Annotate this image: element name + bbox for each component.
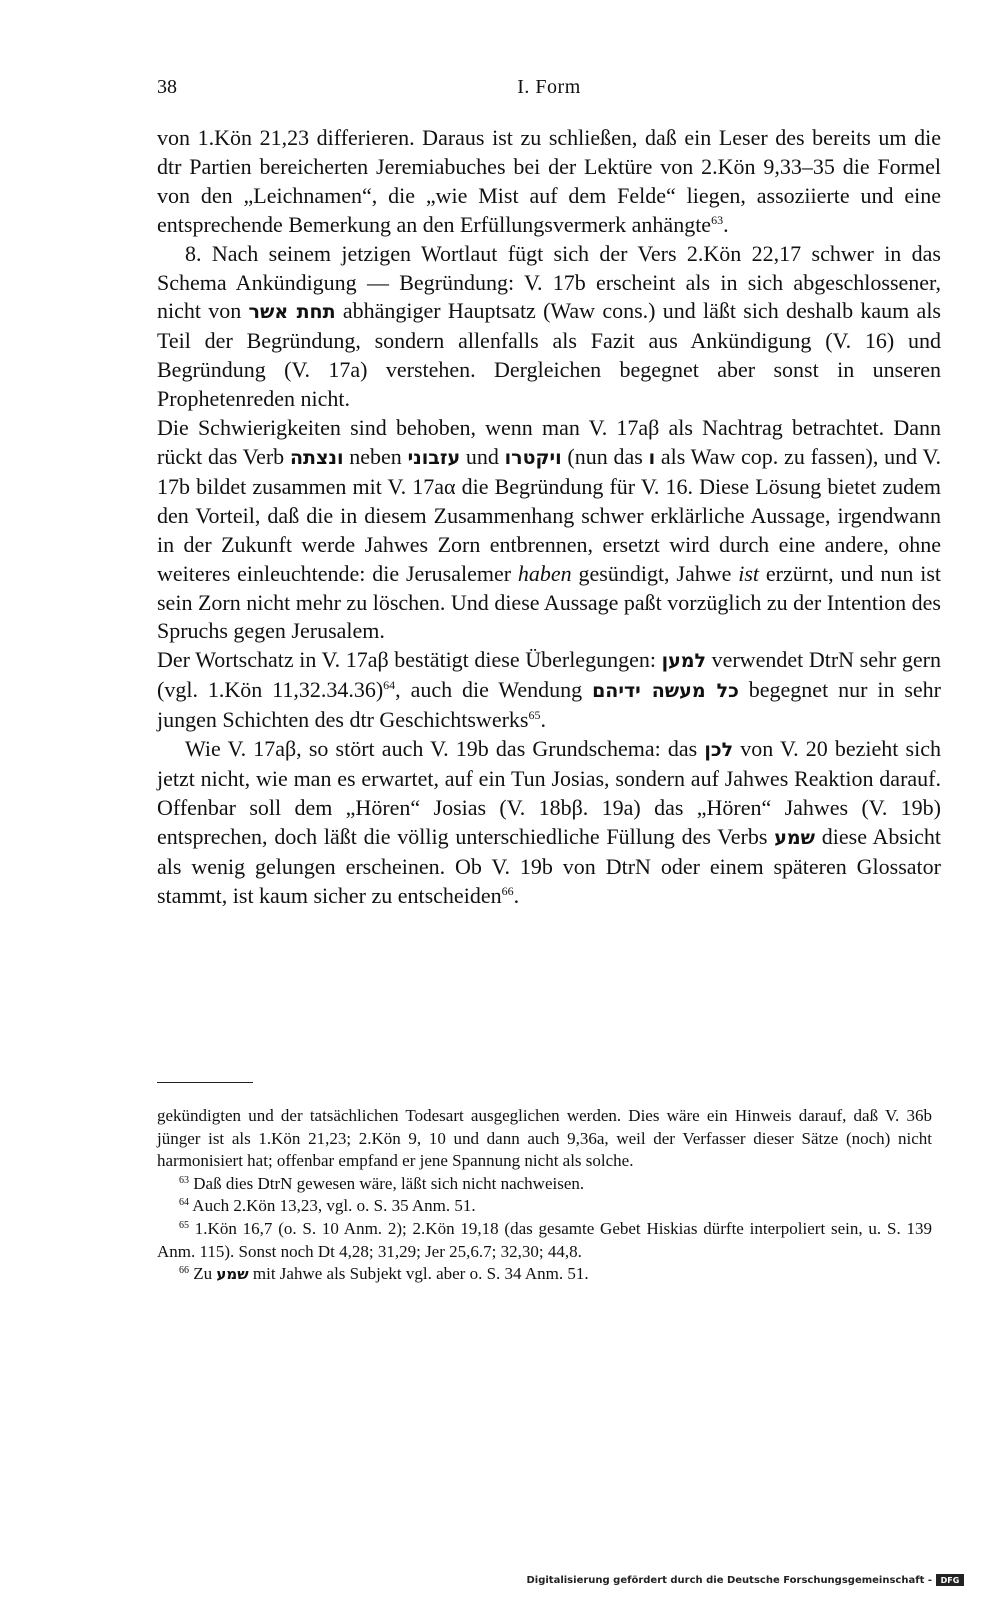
text-run: von 1.Kön 21,23 differieren. Daraus ist zu schließen, daß ein Leser des bereits um die dtr Partien bereicherten Jeremiabuches bei der Lektüre von 2.Kön 9,33–35 die Formel von den „Leichnamen“, die „wie Mist auf dem Felde“ liegen, assoziierte und eine entsprechende Bemerkung an den Erfüllungsvermerk anhängte: [157, 125, 941, 237]
text-run: und: [460, 443, 505, 469]
footnote-ref: 66: [501, 883, 514, 898]
hebrew-word: ויקטרו: [504, 446, 562, 469]
text-run: gesündigt, Jahwe: [571, 560, 739, 586]
footnote-ref: 64: [383, 678, 396, 693]
emphasis: haben: [517, 560, 572, 586]
dfg-logo-icon: DFG: [936, 1574, 964, 1586]
paragraph-1: [157, 124, 941, 240]
footnote-number: 65: [179, 1219, 189, 1231]
hebrew-word: עזבוני: [407, 446, 461, 469]
hebrew-word: תחת אשר: [248, 301, 336, 324]
text-run: erzürnt, und nun ist sein Zorn nicht mehr zu löschen. Und diese Aussage paßt vorzüglich zu der Intention des Spruchs gegen Jerusalem.: [157, 560, 941, 644]
paragraph-3: [157, 414, 941, 646]
footnote-63: [157, 1173, 932, 1196]
footnote-66: [157, 1263, 932, 1286]
text-run: begegnet nur in sehr jungen Schichten des dtr Geschichtswerks: [157, 677, 941, 733]
hebrew-word: לכן: [704, 739, 734, 762]
footnote-number: 64: [179, 1197, 189, 1209]
page-number: 38: [157, 76, 177, 98]
footnote-ref: 65: [528, 708, 541, 723]
text-run: .: [540, 707, 546, 733]
text-run: diese Absicht als wenig gelungen erscheinen. Ob V. 19b von DtrN oder einem späteren Glossator stammt, ist kaum sicher zu entscheiden: [157, 823, 941, 908]
footnote-text: mit Jahwe als Subjekt vgl. aber o. S. 34 Anm. 51.: [248, 1264, 589, 1284]
paragraph-4: [157, 646, 941, 735]
text-run: 8. Nach seinem jetzigen Wortlaut fügt sich der Vers 2.Kön 22,17 schwer in das Schema Ankündigung — Begründung: V. 17b erscheint als in sich abgeschlossener, nicht von: [157, 240, 941, 324]
text-run: .: [513, 882, 520, 908]
text-run: Der Wortschatz in V. 17aβ bestätigt diese Überlegungen:: [157, 647, 662, 673]
digitization-text: Digitalisierung gefördert durch die Deutsche Forschungsgemeinschaft -: [526, 1574, 932, 1586]
running-head: I. Form: [517, 76, 581, 98]
footnote-ref: 63: [711, 212, 724, 227]
footnote-divider: [157, 1082, 253, 1083]
hebrew-word: ונצתה: [289, 446, 344, 469]
text-run: verwendet DtrN sehr gern (vgl. 1.Kön 11,32.34.36): [157, 647, 941, 703]
footnote-64: [157, 1195, 932, 1218]
text-run: neben: [343, 443, 408, 469]
footnote-65: [157, 1218, 932, 1263]
footnote-text: Auch 2.Kön 13,23, vgl. o. S. 35 Anm. 51.: [189, 1196, 476, 1216]
footnote-text: 1.Kön 16,7 (o. S. 10 Anm. 2); 2.Kön 19,18 (das gesamte Gebet Hiskias dürfte interpoliert sein, u. S. 139 Anm. 115). Sonst noch Dt 4,28; 31,29; Jer 25,6.7; 32,30; 44,8.: [157, 1218, 932, 1261]
hebrew-phrase: כל מעשה ידיהם: [592, 680, 739, 703]
hebrew-word: שמע: [774, 826, 815, 849]
text-run: Die Schwierigkeiten sind behoben, wenn man V. 17aβ als Nachtrag betrachtet. Dann rückt das Verb: [157, 415, 941, 469]
hebrew-word: שמע: [216, 1265, 249, 1284]
hebrew-letter: ו: [648, 446, 656, 469]
text-run: Wie V. 17aβ, so stört auch V. 19b das Grundschema: das: [185, 736, 705, 762]
page-header: [157, 76, 941, 106]
text-run: (nun das: [561, 443, 649, 469]
main-text: [157, 124, 941, 910]
hebrew-word: למען: [661, 650, 706, 673]
paragraph-2: [157, 240, 941, 414]
text-run: als Waw cop. zu fassen), und V. 17b bildet zusammen mit V. 17aα die Begründung für V. 16. Diese Lösung bietet zudem den Vorteil, daß die in diesem Zusammenhang schwer erklärliche Aussage, irgendwann in der Zukunft werde Jahwes Zorn entbrennen, ersetzt wird durch eine andere, ohne weiteres einleuchtende: die Jerusalemer: [157, 443, 942, 586]
footnote-number: 63: [179, 1174, 189, 1186]
paragraph-5: [157, 735, 941, 910]
footnote-text: Zu: [189, 1264, 217, 1284]
footnote-text: Daß dies DtrN gewesen wäre, läßt sich nicht nachweisen.: [189, 1173, 585, 1193]
footnote-number: 66: [179, 1265, 189, 1277]
emphasis: ist: [738, 560, 760, 586]
text-run: abhängiger Hauptsatz (Waw cons.) und läßt sich deshalb kaum als Teil der Begründung, sondern allenfalls als Fazit aus Ankündigung (V. 16) und Begründung (V. 17a) verstehen. Dergleichen begegnet aber sonst in unseren Prophetenreden nicht.: [157, 298, 941, 412]
footnote-continuation: gekündigten und der tatsächlichen Todesart ausgeglichen werden. Dies wäre ein Hinweis darauf, daß V. 36b jünger ist als 1.Kön 21,23; 2.Kön 9, 10 und dann auch 9,36a, weil der Verfasser dieser Sätze (noch) nicht harmonisiert hat; offenbar empfand er jene Spannung nicht als solche.: [157, 1106, 932, 1171]
text-run: , auch die Wendung: [395, 677, 593, 703]
text-run: von V. 20 bezieht sich jetzt nicht, wie man es erwartet, auf ein Tun Josias, sondern auf Jahwes Reaktion darauf. Offenbar soll dem „Hören“ Josias (V. 18bβ. 19a) das „Hören“ Jahwes (V. 19b) entsprechen, doch läßt die völlig unterschiedliche Füllung des Verbs: [157, 736, 941, 849]
digitization-notice: [526, 1573, 964, 1587]
footnotes: [157, 1105, 932, 1286]
text-run: .: [723, 211, 729, 237]
